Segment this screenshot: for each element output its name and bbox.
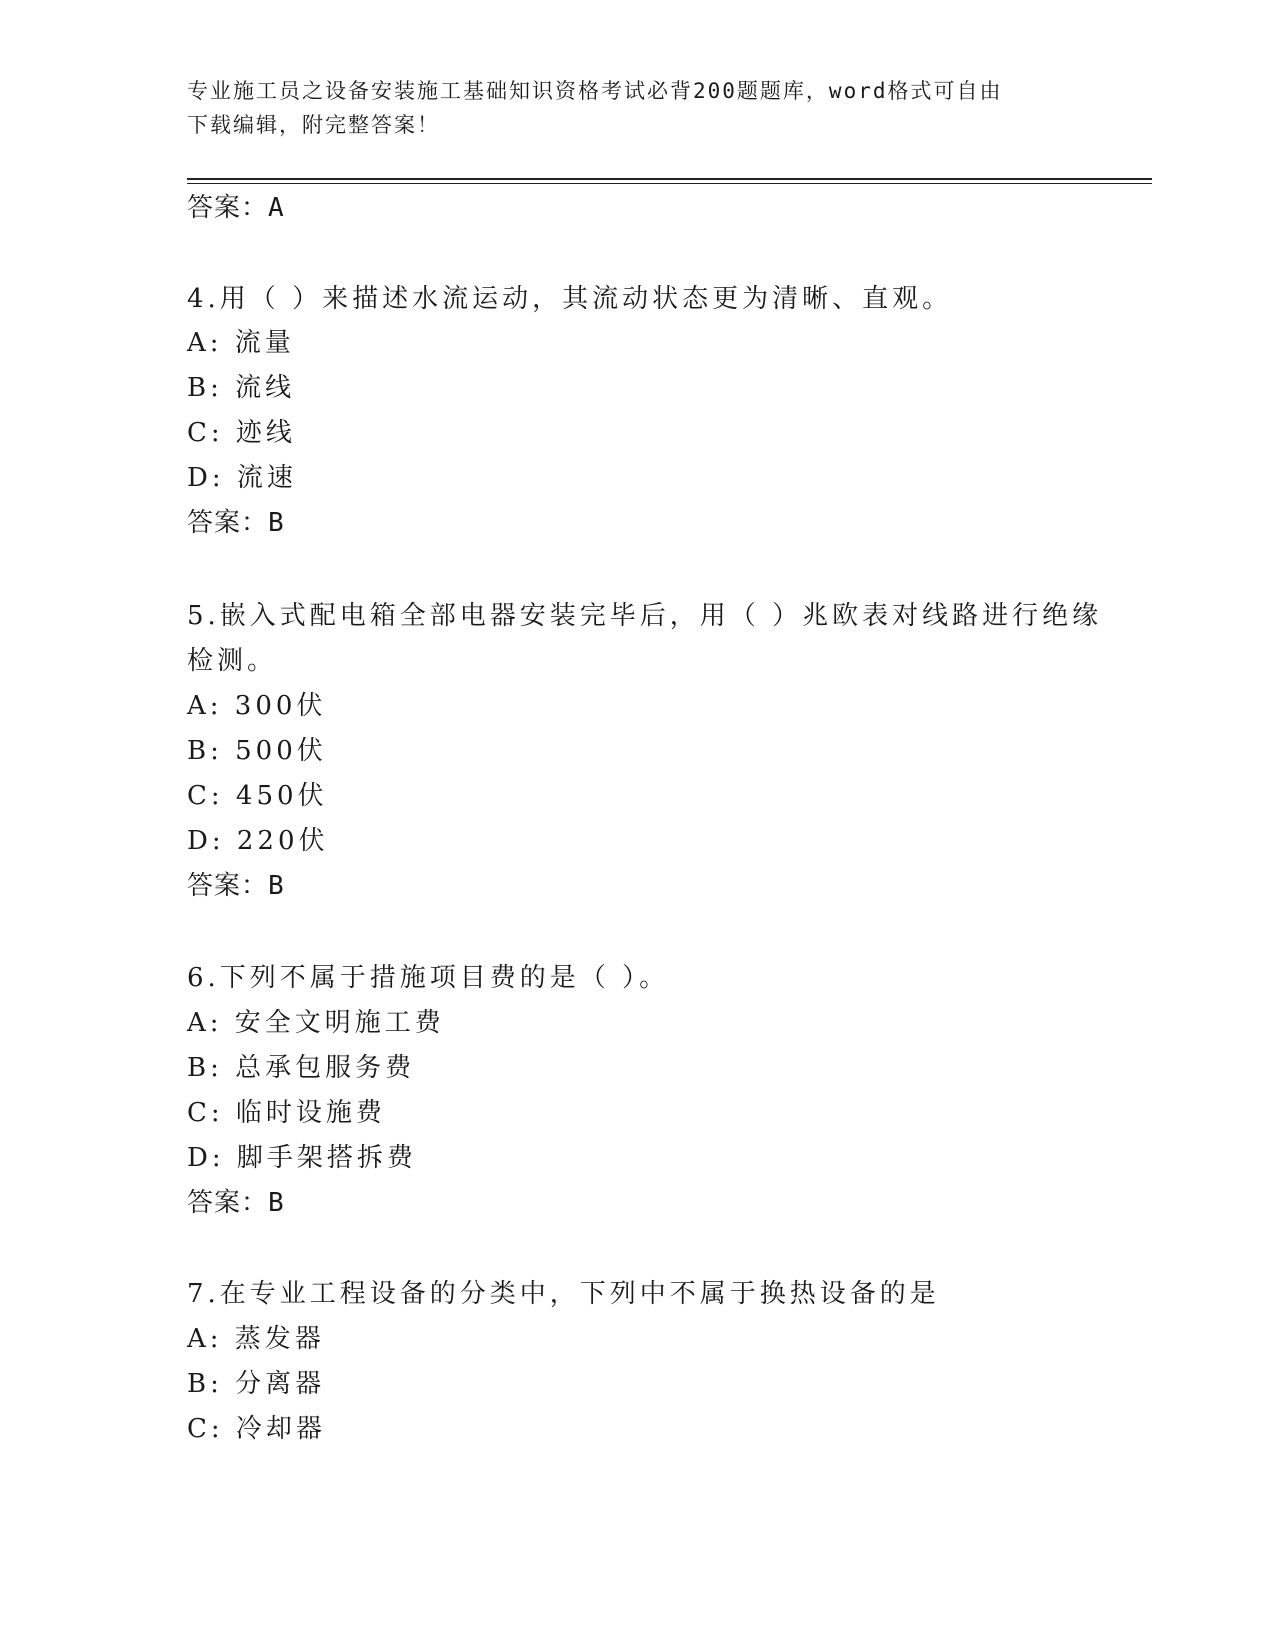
answer-q3: 答案：A <box>187 193 285 223</box>
header-line-2: 下载编辑，附完整答案！ <box>187 113 440 137</box>
question-6-stem: 6.下列不属于措施项目费的是（ ）。 <box>187 963 670 993</box>
question-5-option-c: C: 450伏 <box>187 781 328 811</box>
question-6-answer: 答案：B <box>187 1188 285 1218</box>
question-7-option-a: A: 蒸发器 <box>187 1324 325 1354</box>
question-4-answer: 答案：B <box>187 508 285 538</box>
header-line-1: 专业施工员之设备安装施工基础知识资格考试必背200题题库，word格式可自由 <box>187 79 1003 103</box>
question-5-option-b: B: 500伏 <box>187 736 327 766</box>
question-5-option-d: D: 220伏 <box>187 826 329 856</box>
question-4-option-a: A: 流量 <box>187 328 295 358</box>
question-5-stem-line-2: 检测。 <box>187 646 278 676</box>
question-5-answer: 答案：B <box>187 871 285 901</box>
header-rule-thick <box>187 178 1152 180</box>
question-7-option-b: B: 分离器 <box>187 1369 326 1399</box>
question-7-stem: 7.在专业工程设备的分类中，下列中不属于换热设备的是 <box>187 1279 940 1309</box>
question-6-option-a: A: 安全文明施工费 <box>187 1008 445 1038</box>
question-4-option-c: C: 迹线 <box>187 418 296 448</box>
question-5-option-a: A: 300伏 <box>187 691 327 721</box>
question-6-option-d: D: 脚手架搭拆费 <box>187 1143 417 1173</box>
question-4-option-b: B: 流线 <box>187 373 296 403</box>
question-7-option-c: C: 冷却器 <box>187 1414 326 1444</box>
question-6-option-b: B: 总承包服务费 <box>187 1053 416 1083</box>
question-5-stem-line-1: 5.嵌入式配电箱全部电器安装完毕后，用（ ）兆欧表对线路进行绝缘 <box>187 601 1103 631</box>
header-rule-thin <box>187 183 1152 184</box>
question-4-option-d: D: 流速 <box>187 463 297 493</box>
question-4-stem: 4.用（ ）来描述水流运动，其流动状态更为清晰、直观。 <box>187 284 953 314</box>
page-header <box>187 74 1067 142</box>
question-6-option-c: C: 临时设施费 <box>187 1098 386 1128</box>
